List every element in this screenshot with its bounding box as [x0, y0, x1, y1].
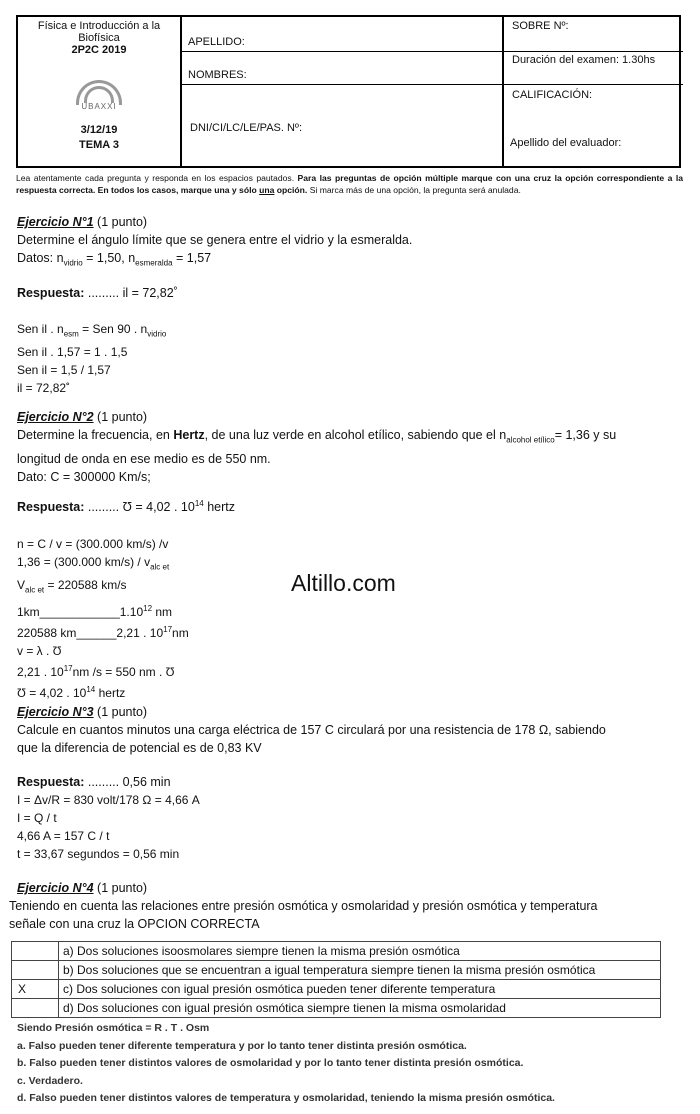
header-divider — [180, 84, 683, 85]
option-checkbox[interactable] — [12, 942, 59, 961]
work-2: n = C / v = (300.000 km/s) /v 1,36 = (300.000 $km/s) / v_{alc et}$ $V_{alc et} = 220588$ km/s 1km____________1.10$^{12}$ nm 220588 km______2,21 . $10^{17}nm$ v = λ . Ʊ 2,21 . $10^{17}nm$ /s = 550 nm . Ʊ Ʊ = 4,02 . $10^{14}$ hertz — [17, 537, 189, 700]
dni-label: DNI/CI/LC/LE/PAS. Nº: — [190, 122, 303, 134]
header-divider — [502, 51, 683, 52]
answer-3: Respuesta: ......... 0,56 min — [17, 775, 171, 789]
apellido-label: APELLIDO: — [188, 36, 245, 48]
option-text: b) Dos soluciones que se encuentran a igual temperatura siempre tienen la misma presión osmótica — [59, 961, 661, 980]
option-checkbox[interactable] — [12, 961, 59, 980]
exercise-4-question: Teniendo en cuenta las relaciones entre presión osmótica y osmolaridad y presión osmótica y temperatura señale con una cruz la OPCION CORRECTA — [9, 899, 598, 931]
calificacion-label: CALIFICACIÓN: — [512, 89, 593, 101]
header-divider — [180, 17, 182, 166]
header-divider — [502, 17, 504, 166]
instructions: Lea atentamente cada pregunta y responda en los espacios pautados. Para las preguntas de opción múltiple marque con una cruz la opción correspondiente a la respuesta correcta. En todos los casos, marque una y sólo una opción. Si marca más de una opción, la pregunta será anulada. — [16, 173, 683, 195]
option-row[interactable] — [12, 980, 661, 999]
duracion-label: Duración del examen: 1.30hs — [512, 54, 656, 66]
ubaxxi-logo: UBAXXI — [76, 72, 122, 108]
exercise-2: Ejercicio N°2 (1 punto) Determine la frecuencia, en Hertz, de una luz verde en alcohol etílico, sabiendo que el $n_{alcohol etílico}= 1,36$ y su longitud de onda en ese medio es de 550 nm. Dato: C = 300000 Km/s; — [17, 410, 617, 484]
option-row[interactable] — [12, 999, 661, 1018]
work-3: I = Δv/R = 830 volt/178 Ω = 4,66 A I = Q / t 4,66 A = 157 C / t t = 33,67 segundos = 0,56 min — [17, 793, 200, 861]
exercise-4-notes: Siendo Presión osmótica = R . T . Osm a. Falso pueden tener diferente temperatura y por lo tanto tener distinta presión osmótica. b. Falso pueden tener distintos valores de osmolaridad y por lo tanto tener distinta presión osmótica. c. Verdadero. d. Falso pueden tener distintos valores de temperatura y osmolaridad, teniendo la misma presión osmótica. — [17, 1022, 555, 1104]
exercise-title: Ejercicio N°3 — [17, 705, 94, 719]
exercise-title: Ejercicio N°1 — [17, 215, 94, 229]
answer-1: Respuesta: ......... il = 72,82˚ — [17, 286, 178, 300]
evaluador-label: Apellido del evaluador: — [510, 137, 622, 149]
exercise-title: Ejercicio N°4 — [17, 881, 94, 895]
exercise-4: Ejercicio N°4 (1 punto) — [17, 881, 148, 895]
option-text: c) Dos soluciones con igual presión osmótica pueden tener diferente temperatura — [59, 980, 661, 999]
exercise-title: Ejercicio N°2 — [17, 410, 94, 424]
option-text: d) Dos soluciones con igual presión osmótica siempre tienen la misma osmolaridad — [59, 999, 661, 1018]
option-checkbox[interactable] — [12, 999, 59, 1018]
option-checkbox[interactable]: X — [12, 980, 59, 999]
course-name: Física e Introducción a la Biofísica 2P2C 2019 — [37, 20, 161, 56]
watermark: Altillo.com — [291, 570, 396, 596]
nombres-label: NOMBRES: — [188, 69, 247, 81]
option-text: a) Dos soluciones isoosmolares siempre tienen la misma presión osmótica — [59, 942, 661, 961]
option-row[interactable] — [12, 961, 661, 980]
option-row[interactable] — [12, 942, 661, 961]
exercise-1: Ejercicio N°1 (1 punto) Determine el ángulo límite que se genera entre el vidrio y la esmeralda. Datos: $n_{vidrio} = 1,50$, $n_{esmeralda} = 1,57$ — [17, 215, 413, 268]
options-table — [11, 941, 661, 1018]
exercise-3: Ejercicio N°3 (1 punto) Calcule en cuantos minutos una carga eléctrica de 157 C circulará por una resistencia de 178 Ω, sabiendo que la diferencia de potencial es de 0,83 KV — [17, 705, 606, 755]
exam-header-box — [16, 15, 681, 168]
sobre-label: SOBRE Nº: — [512, 20, 569, 32]
exam-date-tema: 3/12/19 TEMA 3 — [79, 124, 119, 151]
header-divider — [180, 51, 502, 52]
answer-2: Respuesta: ......... Ʊ = 4,02 . $10^{14}$ hertz — [17, 499, 236, 515]
work-1: Sen il . $n_{esm}$ = Sen 90 . $n_{vidrio}$ Sen il . 1,57 = 1 . 1,5 Sen il = 1,5 / 1,57 il = 72,82˚ — [17, 322, 167, 396]
